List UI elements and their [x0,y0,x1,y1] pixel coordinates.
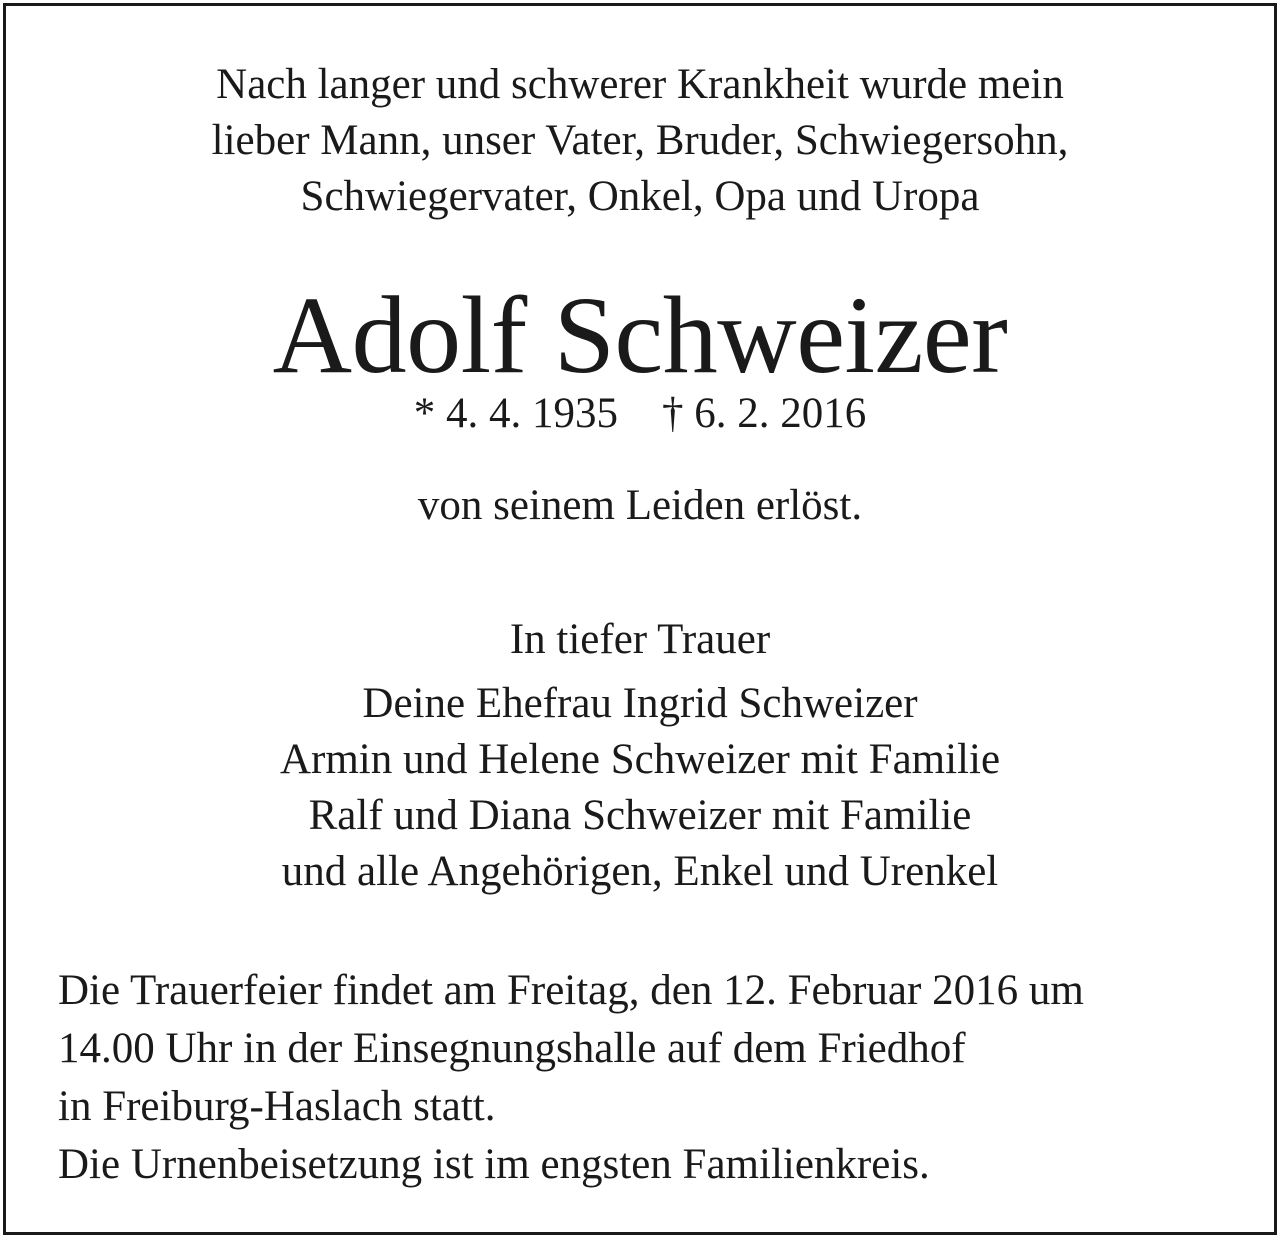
mourner-line: und alle Angehörigen, Enkel und Urenkel [281,848,999,895]
intro-text [0,57,1280,225]
death-date: † 6. 2. 2016 [662,390,867,437]
mourner-line: Armin und Helene Schweizer mit Familie [279,736,1001,783]
mourner-line: Ralf und Diana Schweizer mit Familie [308,792,972,839]
service-line: in Freiburg-Haslach statt. [58,1083,496,1130]
deceased-name: Adolf Schweizer [272,274,1008,396]
birth-date: * 4. 4. 1935 [413,390,618,437]
intro-line: Nach langer und schwerer Krankheit wurde mein [216,61,1064,108]
service-line: 14.00 Uhr in der Einsegnungshalle auf dem Friedhof [58,1025,966,1072]
release-text: von seinem Leiden erlöst. [417,482,863,529]
service-line: Die Trauerfeier findet am Freitag, den 12. Februar 2016 um [58,967,1084,1014]
life-dates [0,388,1280,440]
service-info [58,962,1258,1194]
mourning-heading: In tiefer Trauer [509,616,771,663]
service-line: Die Urnenbeisetzung ist im engsten Familienkreis. [58,1141,930,1188]
intro-line: Schwiegervater, Onkel, Opa und Uropa [300,173,980,220]
mourners-list [0,676,1280,900]
mourner-line: Deine Ehefrau Ingrid Schweizer [362,680,918,727]
intro-line: lieber Mann, unser Vater, Bruder, Schwiegersohn, [211,117,1069,164]
